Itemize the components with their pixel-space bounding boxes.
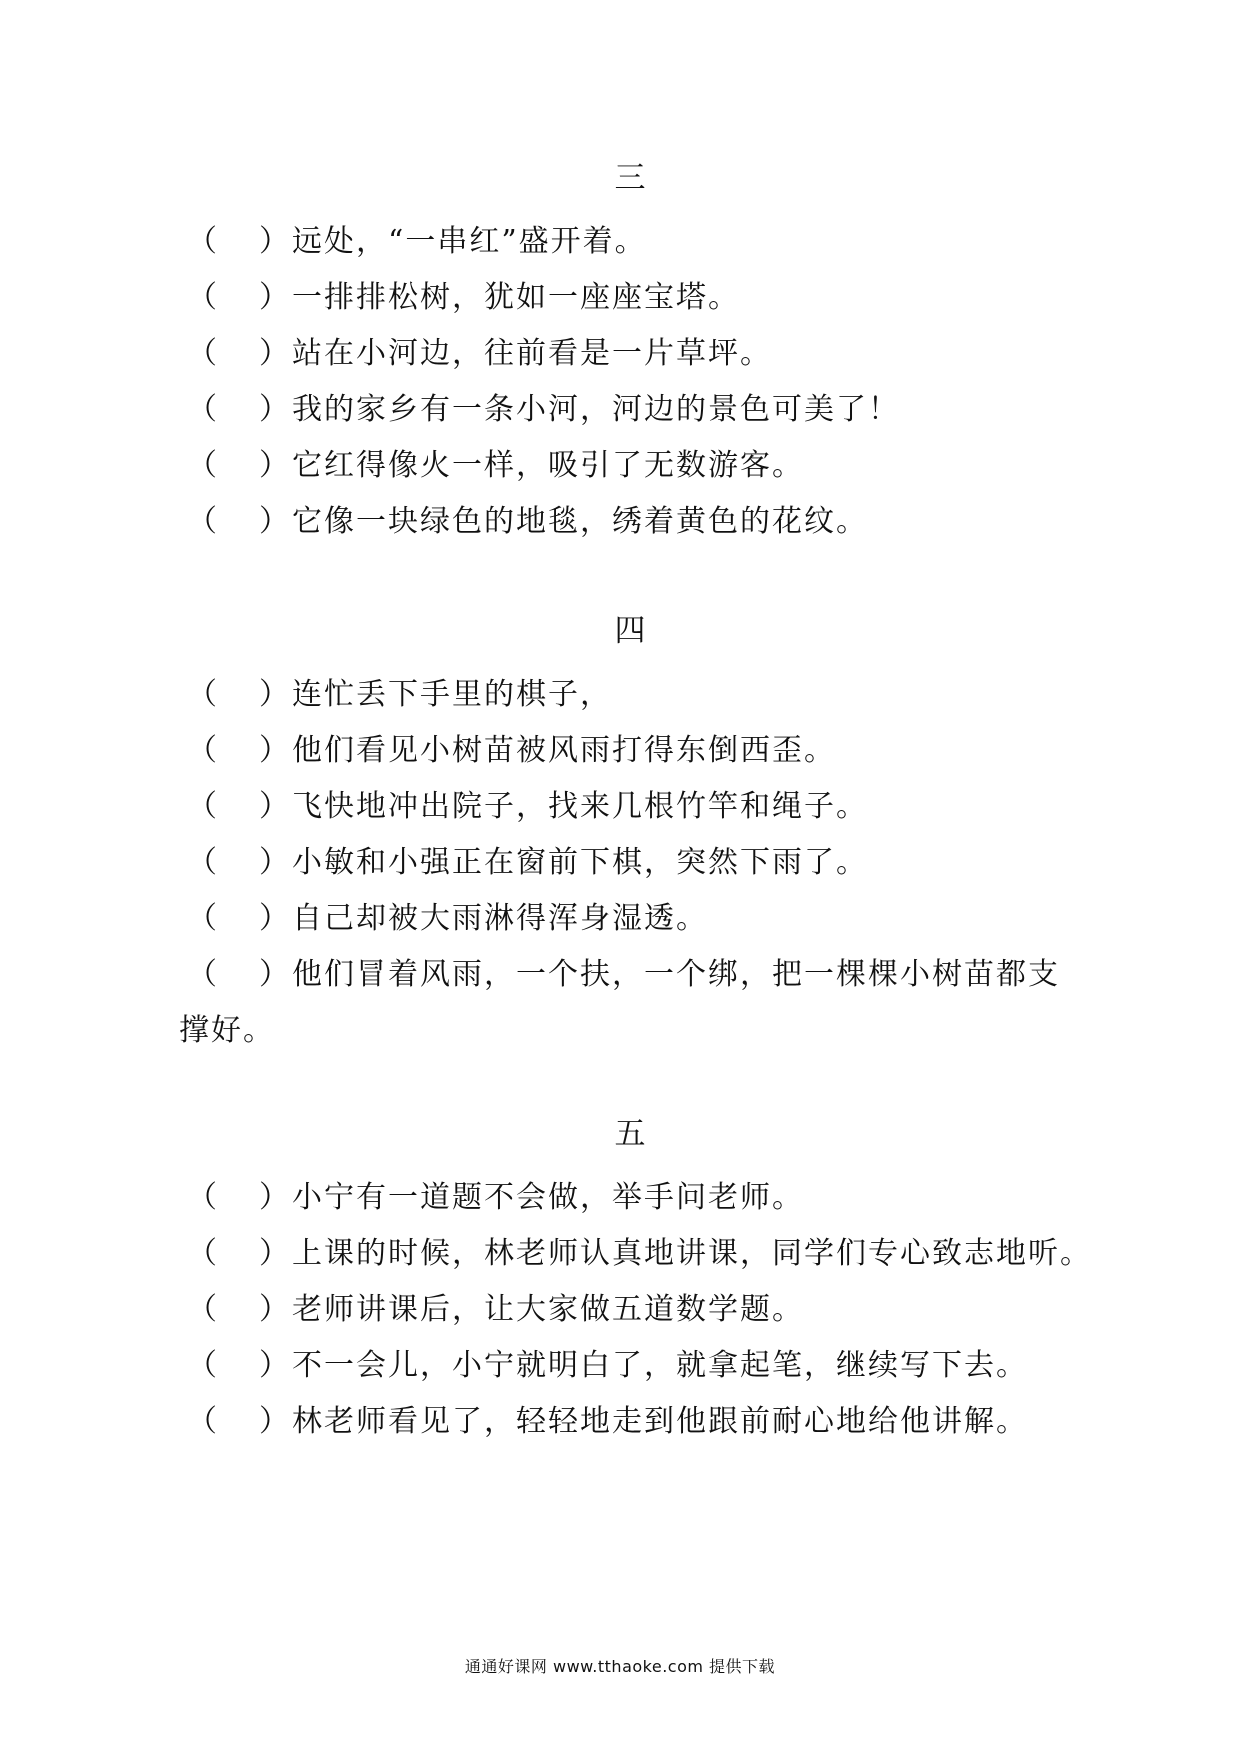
sentence-text: 不一会儿，小宁就明白了，就拿起笔，继续写下去。 xyxy=(292,1348,1028,1383)
sentence-line-2: 撑好。 xyxy=(179,1013,275,1048)
sentence-text: 自己却被大雨淋得浑身湿透。 xyxy=(292,901,708,936)
sentence-line-1: 他们冒着风雨，一个扶，一个绑，把一棵棵小树苗都支 xyxy=(292,957,1060,992)
sentence-text: 远处，“一串红”盛开着。 xyxy=(292,224,647,259)
sentence-text xyxy=(0,947,1060,1059)
list-item: （ ） 我的家乡有一条小河，河边的景色可美了！ xyxy=(0,382,1240,438)
list-item: （ ） 它像一块绿色的地毯，绣着黄色的花纹。 xyxy=(0,494,1240,550)
list-item: （ ） 连忙丢下手里的棋子， xyxy=(0,667,1240,723)
sentence-text: 他们看见小树苗被风雨打得东倒西歪。 xyxy=(292,733,836,768)
sentence-text: 它红得像火一样，吸引了无数游客。 xyxy=(292,448,804,483)
sentence-text: 一排排松树，犹如一座座宝塔。 xyxy=(292,280,740,315)
list-item: （ ） 站在小河边，往前看是一片草坪。 xyxy=(0,326,1240,382)
section-three xyxy=(0,158,1240,550)
list-item: （ ） 自己却被大雨淋得浑身湿透。 xyxy=(0,891,1240,947)
list-item: （ ） 飞快地冲出院子，找来几根竹竿和绳子。 xyxy=(0,779,1240,835)
list-item: （ ） 小敏和小强正在窗前下棋，突然下雨了。 xyxy=(0,835,1240,891)
sentence-text: 小宁有一道题不会做，举手问老师。 xyxy=(292,1180,804,1215)
list-item: （ ） 远处，“一串红”盛开着。 xyxy=(0,214,1240,270)
sentence-text: 小敏和小强正在窗前下棋，突然下雨了。 xyxy=(292,845,868,880)
sentence-text: 连忙丢下手里的棋子， xyxy=(292,677,612,712)
section-heading: 五 xyxy=(614,1116,646,1152)
page-footer: 通通好课网 www.tthaoke.com 提供下载 xyxy=(464,1657,776,1676)
list-item: （ ） 林老师看见了，轻轻地走到他跟前耐心地给他讲解。 xyxy=(0,1394,1240,1450)
list-item: （ ） 不一会儿，小宁就明白了，就拿起笔，继续写下去。 xyxy=(0,1338,1240,1394)
list-item: （ ） 它红得像火一样，吸引了无数游客。 xyxy=(0,438,1240,494)
sentence-text: 它像一块绿色的地毯，绣着黄色的花纹。 xyxy=(292,504,868,539)
list-item: （ ） 他们冒着风雨，一个扶，一个绑，把一棵棵小树苗都支 撑好。 xyxy=(0,947,920,1059)
sentence-text: 站在小河边，往前看是一片草坪。 xyxy=(292,336,772,371)
sentence-text: 老师讲课后，让大家做五道数学题。 xyxy=(292,1292,804,1327)
list-item: （ ） 一排排松树，犹如一座座宝塔。 xyxy=(0,270,1240,326)
section-five xyxy=(0,1114,1240,1450)
list-item: （ ） 老师讲课后，让大家做五道数学题。 xyxy=(0,1282,1240,1338)
list-item: （ ） 上课的时候，林老师认真地讲课，同学们专心致志地听。 xyxy=(0,1226,1240,1282)
sentence-text: 我的家乡有一条小河，河边的景色可美了！ xyxy=(292,392,900,427)
sentence-text: 飞快地冲出院子，找来几根竹竿和绳子。 xyxy=(292,789,868,824)
list-item: （ ） 他们看见小树苗被风雨打得东倒西歪。 xyxy=(0,723,1240,779)
section-four xyxy=(0,611,1240,1059)
sentence-text: 上课的时候，林老师认真地讲课，同学们专心致志地听。 xyxy=(292,1236,1092,1271)
list-item: （ ） 小宁有一道题不会做，举手问老师。 xyxy=(0,1170,1240,1226)
section-heading: 三 xyxy=(614,160,646,196)
sentence-text: 林老师看见了，轻轻地走到他跟前耐心地给他讲解。 xyxy=(292,1404,1028,1439)
section-heading: 四 xyxy=(614,613,646,649)
